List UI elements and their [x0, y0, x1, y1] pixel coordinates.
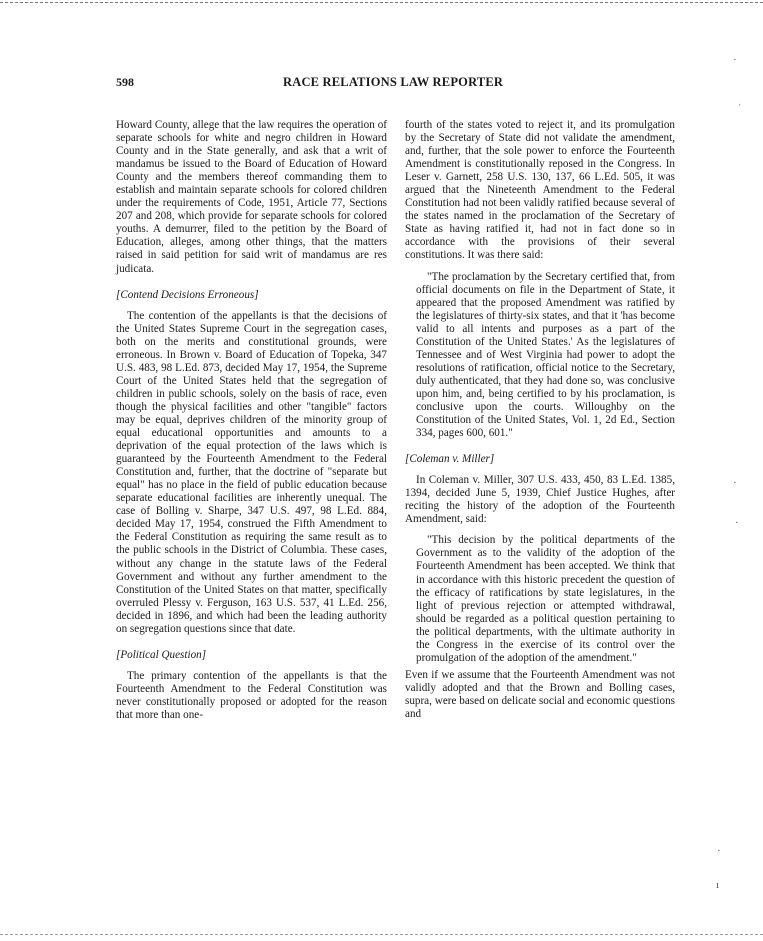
bottom-dashed-rule — [0, 934, 763, 935]
right-column — [405, 119, 675, 721]
section-heading-coleman: [Coleman v. Miller] — [405, 453, 495, 466]
block-quote-leser: "The proclamation by the Secretary certified that, from official documents on file in the Department of State, it appeared that the proposed Amendment was ratified by the legislatures of thirty-six states, and that it 'has become valid to all intents and purposes as a part of the Constitution of the United States.' As the legislatures of Tennessee and of West Virginia had power to adopt the resolutions of ratification, official notice to the Secretary, duly authenticated, that they had done so, was conclusive upon him, and, being certified to by his proclamation, is conclusive upon the courts. Willoughby on the Constitution of the United States, Vol. 1, 2d Ed., Section 334, pages 600, 601." — [416, 270, 675, 440]
scan-speck: · — [717, 845, 721, 857]
right-paragraph-3: Even if we assume that the Fourteenth Amendment was not validly adopted and that the Brown and Bolling cases, supra, were based on delicate social and economic questions and — [405, 668, 675, 720]
block-quote-coleman: "This decision by the political departments of the Government as to the validity of the adoption of the Fourteenth Amendment has been accepted. We think that in accordance with this historic precedent the question of the efficacy of ratifications by state legislatures, in the light of previous rejection or attempted withdrawal, should be regarded as a political question pertaining to the political departments, with the ultimate authority in the Congress in the exercise of its control over the promulgation of the adoption of the amendment." — [416, 534, 675, 664]
section-heading-contend-decisions: [Contend Decisions Erroneous] — [116, 288, 259, 301]
scan-speck: · — [735, 517, 739, 529]
left-column — [116, 119, 387, 722]
running-head: RACE RELATIONS LAW REPORTER — [283, 75, 504, 89]
scan-speck: · — [733, 477, 737, 489]
left-paragraph-1: Howard County, allege that the law requires the operation of separate schools for white and negro children in Howard County and in the State generally, and ask that a writ of mandamus be issued to the Board of Education of Howard County and the members thereof commanding them to establish and maintain separate schools for colored children under the requirements of Code, 1951, Article 77, Sections 207 and 208, which provide for separate schools for colored youths. A demurrer, filed to the petition by the Board of Education, alleges, among other things, that the matters raised in said petition for said writ of mandamus are res judicata. — [116, 119, 387, 275]
scan-speck: ˙ — [733, 57, 737, 69]
left-paragraph-3: The primary contention of the appellants is that the Fourteenth Amendment to the Federal Constitution was never constitutionally proposed or adopted for the reason that more than one- — [116, 669, 387, 721]
scan-speck: ı — [716, 879, 720, 891]
right-paragraph-2: In Coleman v. Miller, 307 U.S. 433, 450, 83 L.Ed. 1385, 1394, decided June 5, 1939, Chief Justice Hughes, after reciting the history of the adoption of the Fourteenth Amendment, said: — [405, 474, 675, 526]
right-paragraph-1: fourth of the states voted to reject it, and its promulgation by the Secretary of State did not validate the amendment, and, further, that the sole power to enforce the Fourteenth Amendment is constitutionally reposed in the Congress. In Leser v. Garnett, 258 U.S. 130, 137, 66 L.Ed. 505, it was argued that the Nineteenth Amendment to the Federal Constitution had not been validly ratified because several of the states named in the proclamation of the Secretary of State as having ratified it, had not in fact done so in accordance with the provisions of their several constitutions. It was there said: — [405, 119, 675, 262]
left-paragraph-2: The contention of the appellants is that the decisions of the United States Supreme Court in the segregation cases, both on the merits and constitutional grounds, were erroneous. In Brown v. Board of Education of Topeka, 347 U.S. 483, 98 L.Ed. 873, decided May 17, 1954, the Supreme Court of the United States held that the segregation of children in public schools, solely on the basis of race, even though the physical facilities and other "tangible" factors may be equal, deprives children of the minority group of equal educational opportunities and amounts to a deprivation of the equal protection of the laws which is guaranteed by the Fourteenth Amendment to the Federal Constitution and, further, that the doctrine of "separate but equal" has no place in the field of public education because separate educational facilities are inherently unequal. The case of Bolling v. Sharpe, 347 U.S. 497, 98 L.Ed. 884, decided May 17, 1954, construed the Fifth Amendment to the Federal Constitution as requiring the same result as to the public schools in the District of Columbia. These cases, without any change in the statute laws of the Federal Government and without any further amendment to the Constitution of the United States on that matter, specifically overruled Plessy v. Ferguson, 163 U.S. 537, 41 L.Ed. 256, decided in 1896, and which had been the leading authority on segregation questions since that date. — [116, 309, 387, 635]
scan-speck: ˌ — [738, 94, 742, 106]
page-number: 598 — [116, 75, 134, 89]
top-dashed-rule — [0, 2, 763, 3]
section-heading-political-question: [Political Question] — [116, 648, 207, 661]
